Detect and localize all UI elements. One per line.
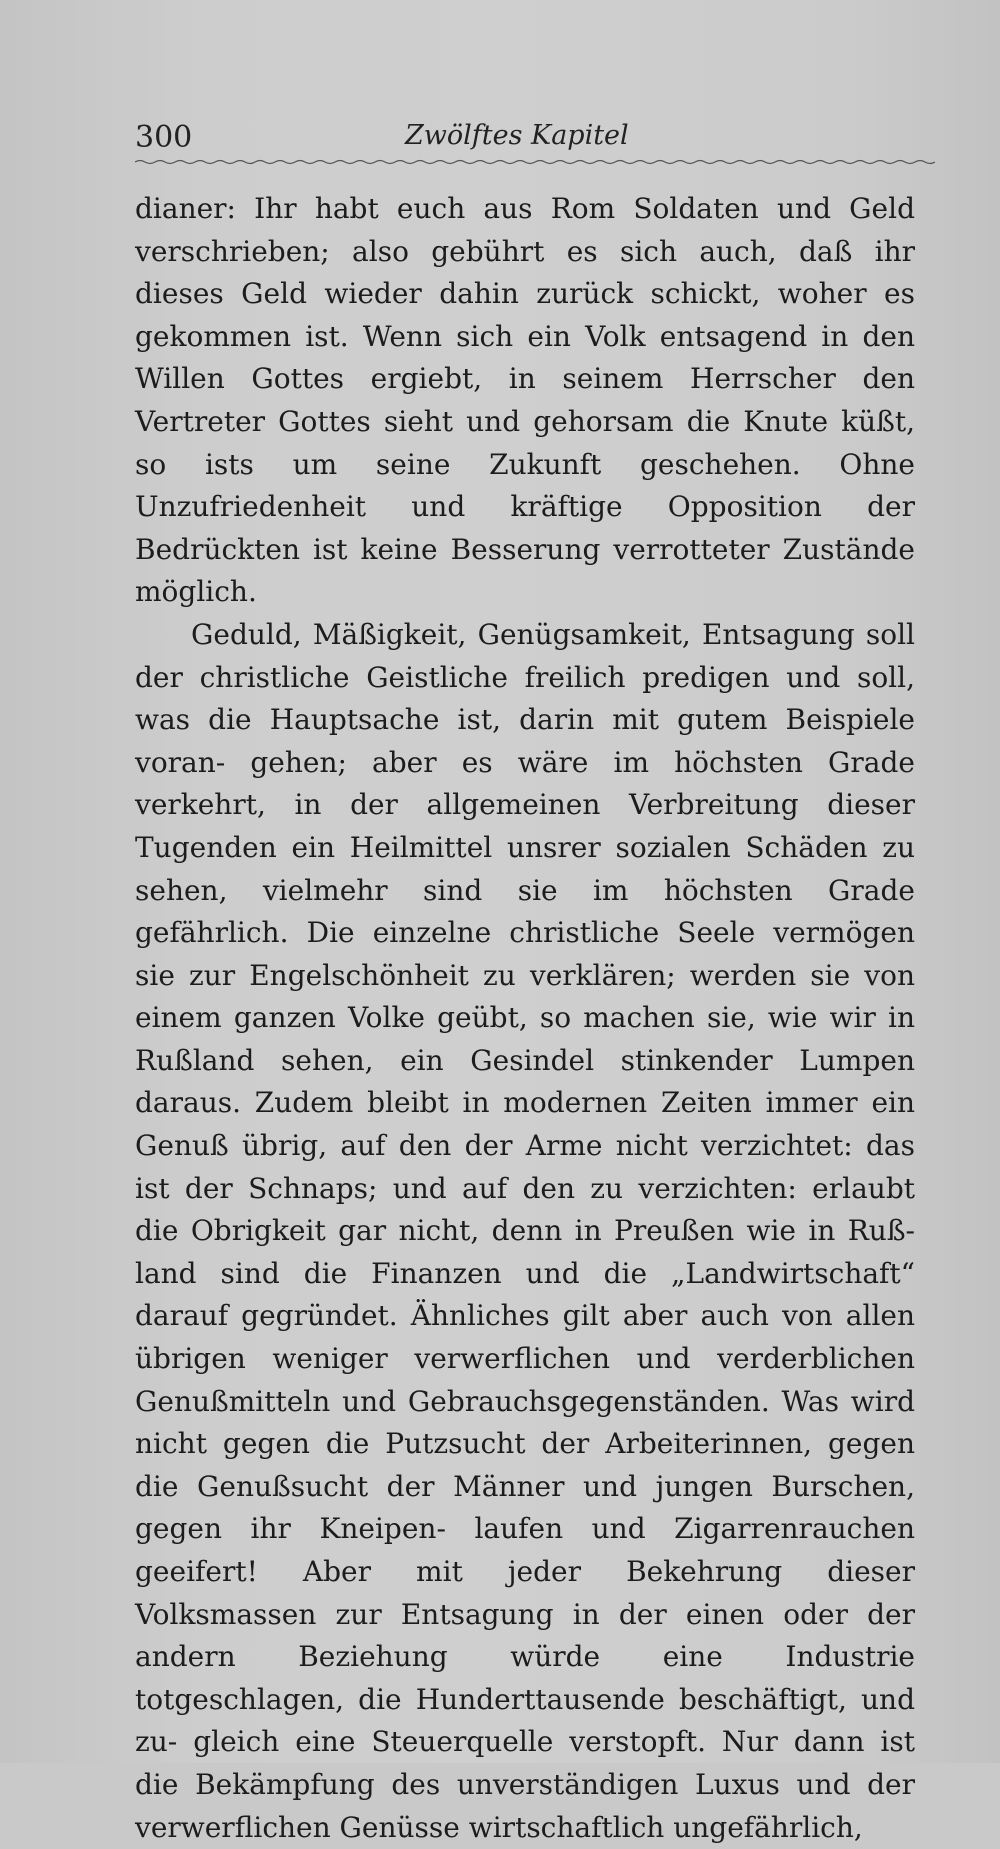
header-rule: [135, 158, 935, 166]
paragraph: Geduld, Mäßigkeit, Genügsamkeit, Entsagung soll der christliche Geistliche freilich predigen und soll, was die Hauptsache ist, darin mit gutem Beispiele voran‑ gehen; aber es wäre im höchsten Grade verkehrt, in der allgemeinen Verbreitung dieser Tugenden ein Heilmittel unsrer sozialen Schäden zu sehen, vielmehr sind sie im höchsten Grade gefährlich. Die einzelne christliche Seele vermögen sie zur Engelschönheit zu verklären; werden sie von einem ganzen Volke geübt, so machen sie, wie wir in Rußland sehen, ein Gesindel stinkender Lumpen daraus. Zudem bleibt in modernen Zeiten immer ein Genuß übrig, auf den der Arme nicht verzichtet: das ist der Schnaps; und auf den zu verzichten: erlaubt die Obrigkeit gar nicht, denn in Preußen wie in Ruß‑ land sind die Finanzen und die „Landwirtschaft“ darauf gegründet. Ähnliches gilt aber auch von allen übrigen weniger verwerflichen und verderblichen Genußmitteln und Gebrauchsgegenständen. Was wird nicht gegen die Putzsucht der Arbeiterinnen, gegen die Genußsucht der Männer und jungen Burschen, gegen ihr Kneipen‑ laufen und Zigarrenrauchen geeifert! Aber mit jeder Bekehrung dieser Volksmassen zur Entsagung in der einen oder der andern Beziehung würde eine Industrie totgeschlagen, die Hunderttausende beschäftigt, und zu‑ gleich eine Steuerquelle verstopft. Nur dann ist die Bekämpfung des unverständigen Luxus und der verwerflichen Genüsse wirtschaftlich ungefährlich,: [135, 617, 915, 1844]
page-number: 300: [135, 120, 193, 155]
paragraph: dianer: Ihr habt euch aus Rom Soldaten und Geld verschrieben; also gebührt es sich auch, daß ihr dieses Geld wieder dahin zurück schickt, woher es gekommen ist. Wenn sich ein Volk entsagend in den Willen Gottes ergiebt, in seinem Herrscher den Vertreter Gottes sieht und gehorsam die Knute küßt, so ists um seine Zukunft geschehen. Ohne Unzufriedenheit und kräftige Opposition der Bedrückten ist keine Besserung verrotteter Zustände möglich.: [135, 192, 915, 609]
chapter-title: Zwölftes Kapitel: [405, 120, 629, 151]
running-head: [135, 112, 935, 162]
body-text: [135, 188, 915, 1849]
